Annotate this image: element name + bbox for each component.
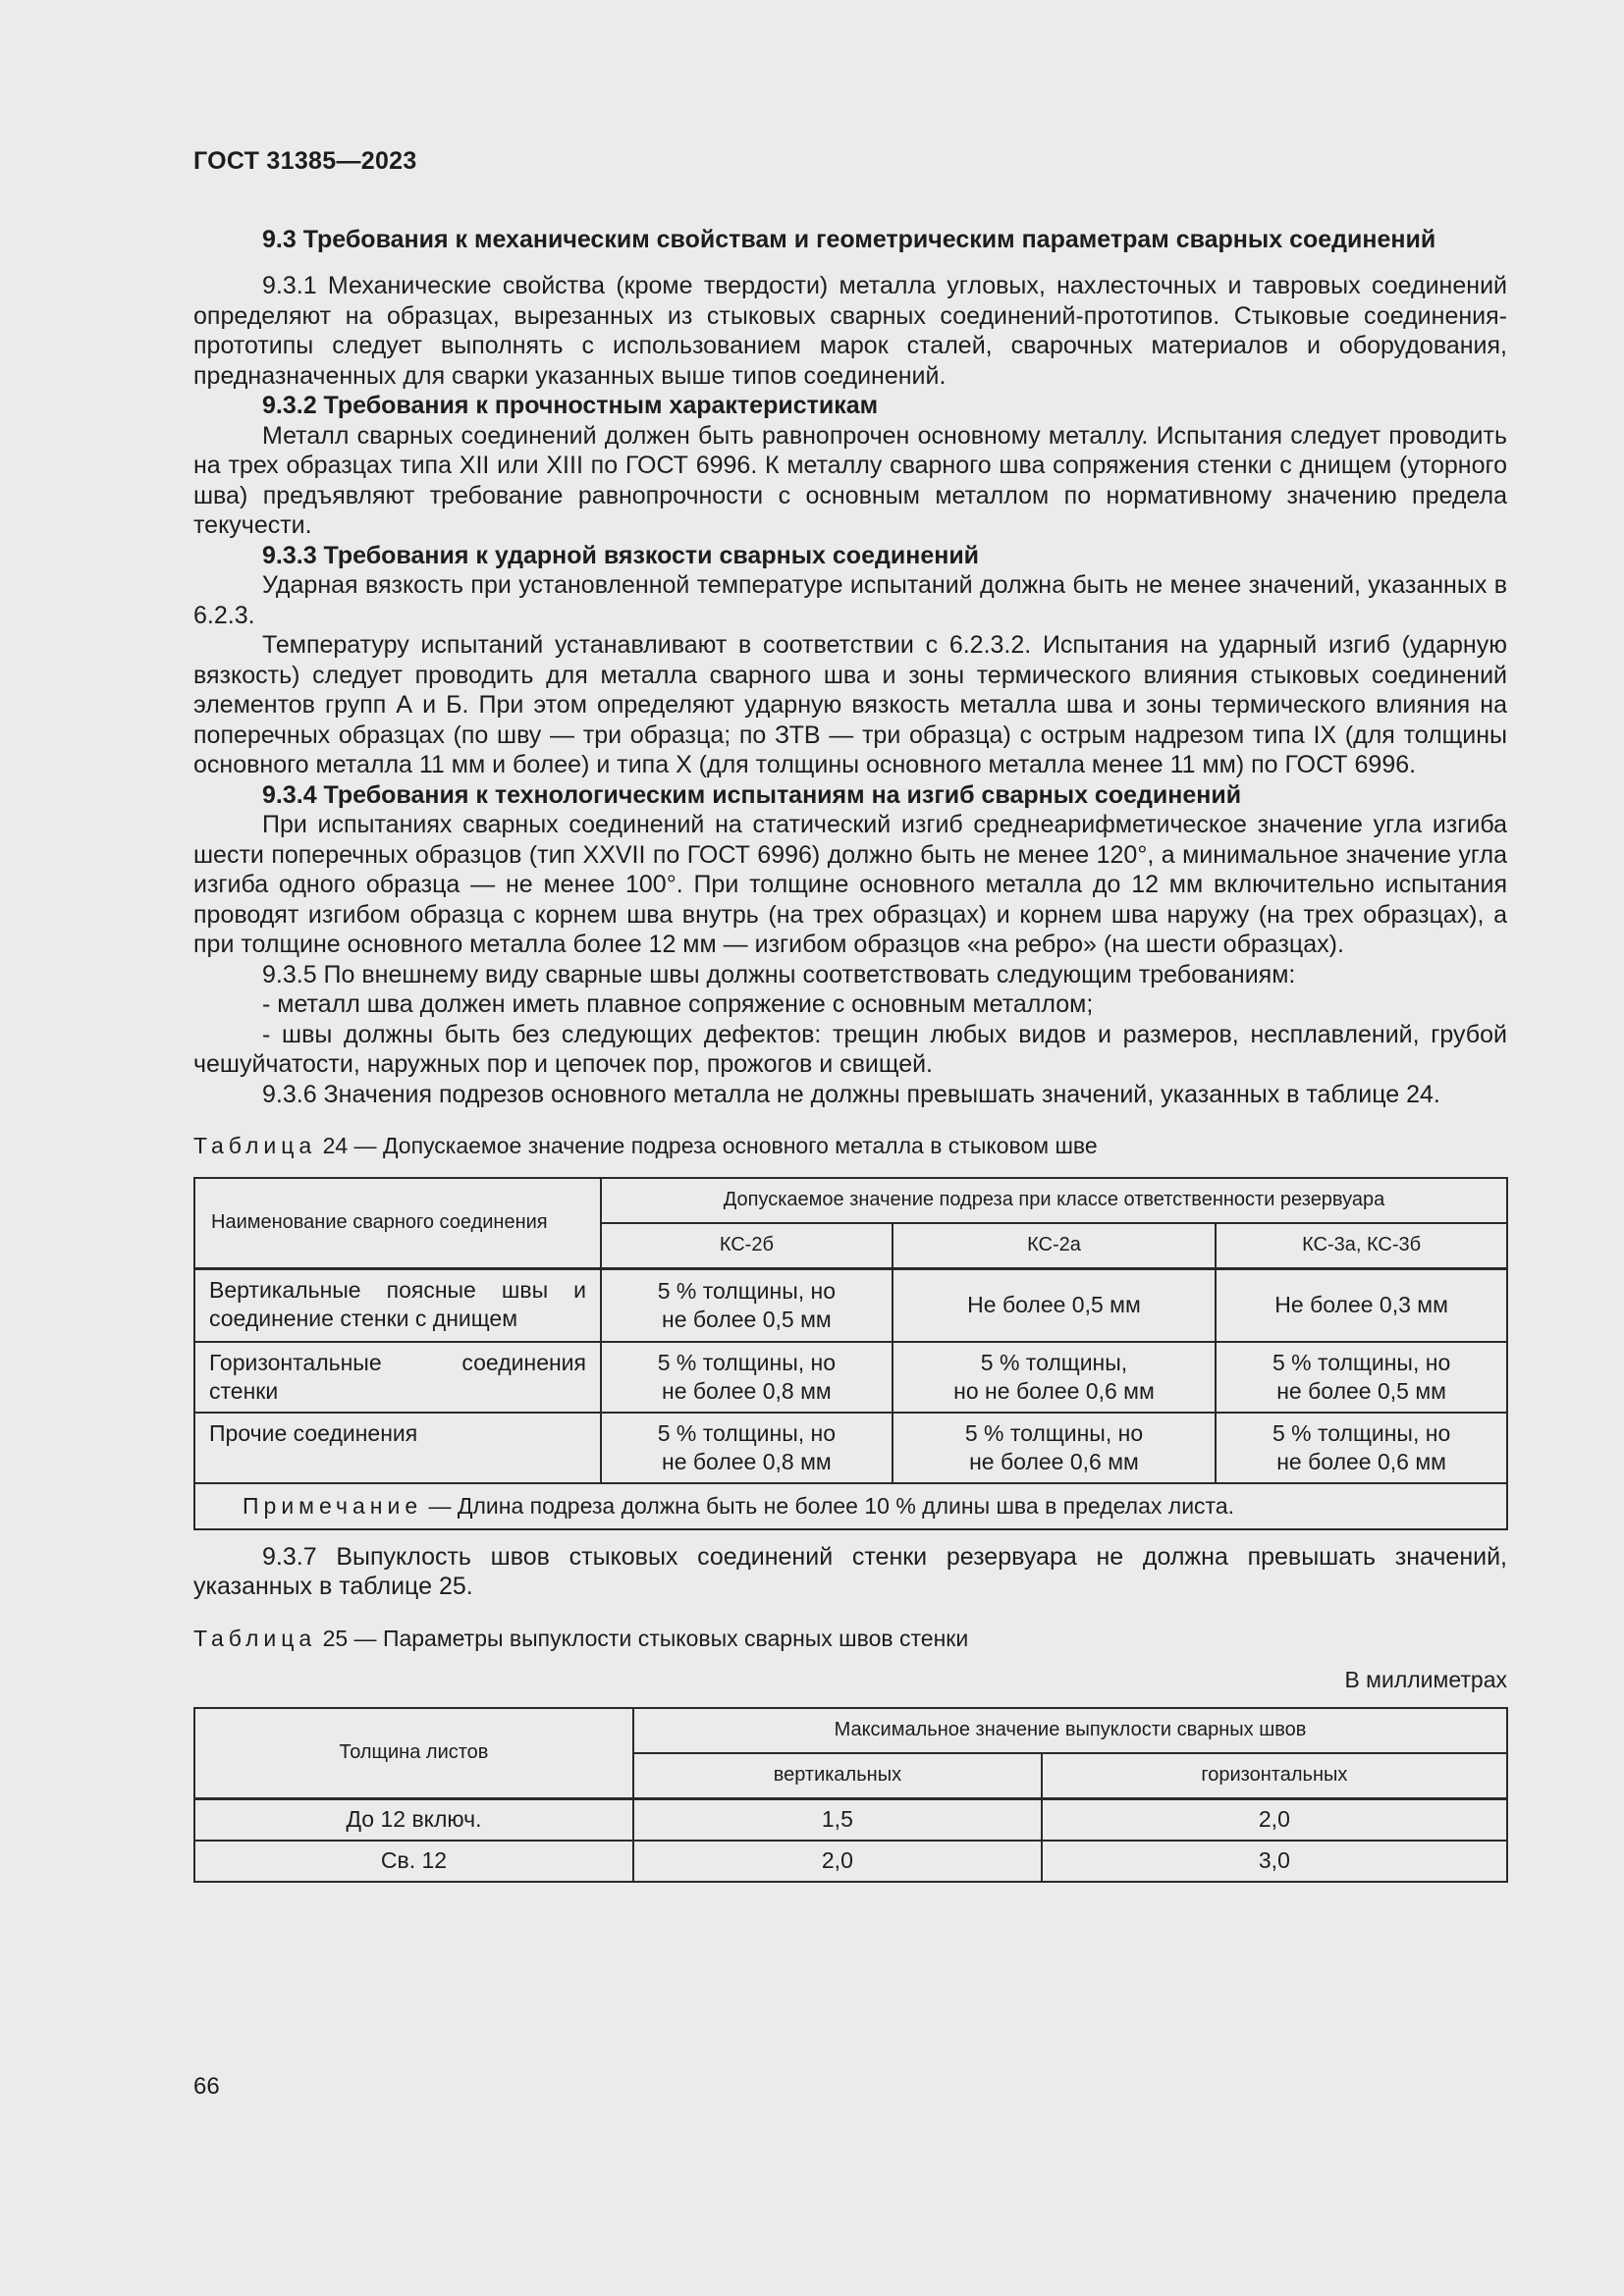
cell-line: 5 % толщины, bbox=[980, 1349, 1128, 1375]
paragraph-9-3-3-a: Ударная вязкость при установленной температуре испытаний должна быть не менее значений, указанных в 6.2.3. bbox=[193, 571, 1507, 629]
column-header-horizontal: горизонтальных bbox=[1042, 1753, 1507, 1799]
paragraph-9-3-6: 9.3.6 Значения подрезов основного металла не должны превышать значений, указанных в таблице 24. bbox=[262, 1080, 1440, 1108]
note-text: — Длина подреза должна быть не более 10 % длины шва в пределах листа. bbox=[422, 1492, 1234, 1519]
column-header-connection-name: Наименование сварного соединения bbox=[194, 1178, 601, 1269]
table-caption-text: 24 — Допускаемое значение подреза основного металла в стыковом шве bbox=[316, 1133, 1098, 1158]
note-label: Примечание bbox=[243, 1492, 423, 1519]
section-heading-9-3: 9.3 Требования к механическим свойствам и геометрическим параметрам сварных соединений bbox=[262, 226, 1436, 253]
heading-9-3-2: 9.3.2 Требования к прочностным характеристикам bbox=[262, 392, 879, 419]
table-cell bbox=[893, 1342, 1216, 1413]
table-cell: 2,0 bbox=[633, 1841, 1042, 1882]
cell-line: не более 0,6 мм bbox=[1276, 1448, 1446, 1474]
cell-line: 5 % толщины, но bbox=[657, 1419, 837, 1446]
cell-line: не более 0,5 мм bbox=[662, 1306, 832, 1332]
table-24 bbox=[193, 1177, 1508, 1530]
table-25 bbox=[193, 1707, 1508, 1883]
table-cell: Не более 0,5 мм bbox=[893, 1268, 1216, 1342]
table-cell: Св. 12 bbox=[194, 1841, 633, 1882]
table-row bbox=[194, 1841, 1507, 1882]
list-item: - металл шва должен иметь плавное сопряжение с основным металлом; bbox=[262, 990, 1094, 1018]
table-cell: Прочие соединения bbox=[194, 1413, 601, 1483]
page-content bbox=[193, 224, 1507, 1883]
table-cell bbox=[601, 1268, 893, 1342]
table-cell: Горизонтальные соединения стенки bbox=[194, 1342, 601, 1413]
table-cell bbox=[1216, 1413, 1507, 1483]
cell-line: не более 0,8 мм bbox=[662, 1377, 832, 1404]
table-cell: Не более 0,3 мм bbox=[1216, 1268, 1507, 1342]
table-row bbox=[194, 1798, 1507, 1841]
paragraph-9-3-1: 9.3.1 Механические свойства (кроме твердости) металла угловых, нахлесточных и тавровых соединений определяют на образцах, вырезанных из стыковых сварных соединений-прототипов. Стыковые соединения-прототипы следует выполнять с использованием марок сталей, сварочных материалов и оборудования, предназначенных для сварки указанных выше типов соединений. bbox=[193, 272, 1507, 390]
document-number: ГОСТ 31385—2023 bbox=[193, 147, 417, 175]
paragraph-9-3-2: Металл сварных соединений должен быть равнопрочен основному металлу. Испытания следует проводить на трех образцах типа XII или XIII по ГОСТ 6996. К металлу сварного шва сопряжения стенки с днищем (уторного шва) предъявляют требование равнопрочности с основным металлом по нормативному значению предела текучести. bbox=[193, 421, 1507, 539]
table-cell: 1,5 bbox=[633, 1798, 1042, 1841]
table-cell bbox=[893, 1413, 1216, 1483]
table-note bbox=[194, 1483, 1507, 1529]
table-cell: 3,0 bbox=[1042, 1841, 1507, 1882]
column-group-header: Допускаемое значение подреза при классе ответственности резервуара bbox=[601, 1178, 1507, 1223]
cell-line: 5 % толщины, но bbox=[964, 1419, 1144, 1446]
column-group-header: Максимальное значение выпуклости сварных швов bbox=[633, 1708, 1507, 1753]
cell-line: не более 0,5 мм bbox=[1276, 1377, 1446, 1404]
column-header-class: КС-2б bbox=[601, 1223, 893, 1269]
table-row bbox=[194, 1268, 1507, 1342]
table-caption-text: 25 — Параметры выпуклости стыковых сварных швов стенки bbox=[316, 1625, 969, 1651]
page-number: 66 bbox=[193, 2073, 220, 2100]
cell-line: не более 0,6 мм bbox=[969, 1448, 1139, 1474]
table-cell bbox=[601, 1413, 893, 1483]
table-note-row bbox=[194, 1483, 1507, 1529]
cell-line: 5 % толщины, но bbox=[1272, 1349, 1451, 1375]
table-row bbox=[194, 1413, 1507, 1483]
table-row bbox=[194, 1342, 1507, 1413]
column-header-thickness: Толщина листов bbox=[194, 1708, 633, 1799]
cell-line: 5 % толщины, но bbox=[657, 1277, 837, 1304]
table-cell: 2,0 bbox=[1042, 1798, 1507, 1841]
column-header-vertical: вертикальных bbox=[633, 1753, 1042, 1799]
table-cell bbox=[601, 1342, 893, 1413]
heading-9-3-3: 9.3.3 Требования к ударной вязкости сварных соединений bbox=[262, 541, 980, 569]
table-24-caption bbox=[193, 1131, 1507, 1161]
cell-line: но не более 0,6 мм bbox=[953, 1377, 1155, 1404]
paragraph-9-3-3-b: Температуру испытаний устанавливают в соответствии с 6.2.3.2. Испытания на ударный изгиб (ударную вязкость) следует проводить для металла сварного шва и зоны термического влияния стыковых соединений элементов групп А и Б. При этом определяют ударную вязкость металла шва и зоны термического влияния на поперечных образцах (по шву — три образца; по ЗТВ — три образца) с острым надрезом типа IX (для толщины основного металла 11 мм и более) и типа X (для толщины основного металла менее 11 мм) по ГОСТ 6996. bbox=[193, 631, 1507, 778]
table-cell: До 12 включ. bbox=[194, 1798, 633, 1841]
column-header-class: КС-2а bbox=[893, 1223, 1216, 1269]
table-units: В миллиметрах bbox=[1344, 1667, 1507, 1692]
paragraph-9-3-5: 9.3.5 По внешнему виду сварные швы должны соответствовать следующим требованиям: bbox=[262, 960, 1296, 988]
table-cell: Вертикальные поясные швы и соединение стенки с днищем bbox=[194, 1268, 601, 1342]
cell-line: не более 0,8 мм bbox=[662, 1448, 832, 1474]
table-cell bbox=[1216, 1342, 1507, 1413]
table-label: Таблица bbox=[193, 1625, 317, 1651]
cell-line: 5 % толщины, но bbox=[657, 1349, 837, 1375]
list-item: - швы должны быть без следующих дефектов: трещин любых видов и размеров, несплавлений, грубой чешуйчатости, наружных пор и цепочек пор, прожогов и свищей. bbox=[193, 1020, 1507, 1078]
paragraph-9-3-4: При испытаниях сварных соединений на статический изгиб среднеарифметическое значение угла изгиба шести поперечных образцов (тип XXVII по ГОСТ 6996) должно быть не менее 120°, а минимальное значение угла изгиба одного образца — не менее 100°. При толщине основного металла до 12 мм включительно испытания проводят изгибом образца с корнем шва внутрь (на трех образцах) и корнем шва наружу (на трех образцах), а при толщине основного металла более 12 мм — изгибом образцов «на ребро» (на шести образцах). bbox=[193, 811, 1507, 958]
paragraph-9-3-7: 9.3.7 Выпуклость швов стыковых соединений стенки резервуара не должна превышать значений, указанных в таблице 25. bbox=[193, 1542, 1507, 1600]
column-header-class: КС-3а, КС-3б bbox=[1216, 1223, 1507, 1269]
table-25-caption bbox=[193, 1624, 1507, 1654]
heading-9-3-4: 9.3.4 Требования к технологическим испытаниям на изгиб сварных соединений bbox=[262, 780, 1242, 809]
cell-line: 5 % толщины, но bbox=[1272, 1419, 1451, 1446]
table-label: Таблица bbox=[193, 1133, 317, 1158]
